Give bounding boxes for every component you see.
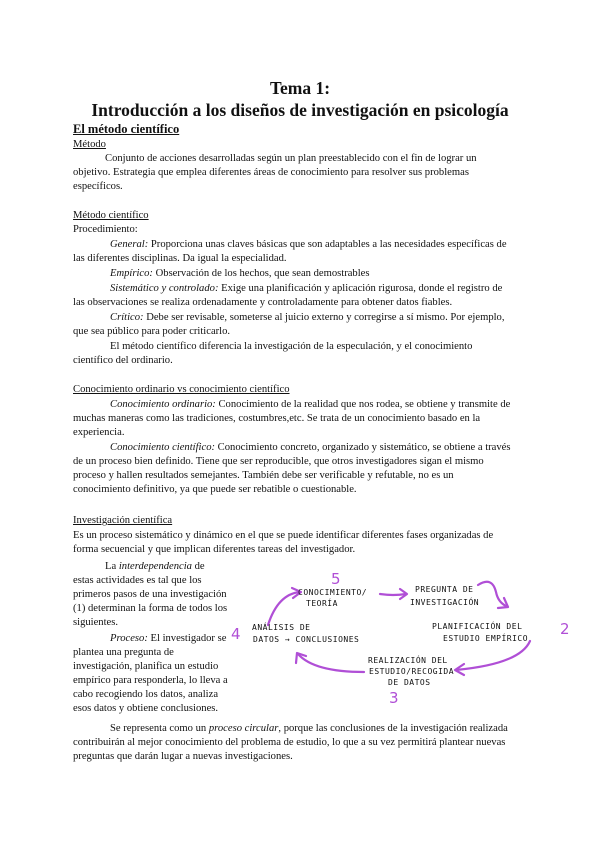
cientifico-line: proceso y hallen resultados semejantes. También debe ser verificable y refutable, no es un	[73, 470, 454, 481]
proceso-text: El investigador se	[147, 633, 227, 644]
proceso-circular-term: proceso circular	[208, 723, 279, 734]
definition-line: objetivo. Estrategia que emplea diferentes áreas de conocimiento para resolver sus problemas	[73, 167, 469, 178]
step-label-estudio-empirico: ESTUDIO EMPÍRICO	[443, 634, 529, 643]
general-text: Proporciona unas claves básicas que son adaptables a las necesidades específicas de	[148, 239, 507, 250]
proceso-line: investigación, planifica un estudio	[73, 661, 219, 672]
step-label-recogida: ESTUDIO/RECOGIDA	[369, 667, 455, 676]
general-line: las diferentes disciplinas. Da igual la especialidad.	[73, 253, 287, 264]
interdependencia-line: siguientes.	[73, 617, 119, 628]
section-heading-metodo-cientifico: El método científico	[73, 122, 180, 136]
interdependencia-term: interdependencia	[118, 561, 192, 572]
circ-pre: Se representa como un	[110, 723, 209, 734]
ordinario-line: experiencia.	[73, 427, 125, 438]
interdependencia-line	[105, 560, 205, 574]
proceso-line: esos datos y obtiene conclusiones.	[73, 703, 219, 714]
subheading-investigacion: Investigación científica	[73, 515, 173, 526]
subheading-metodo: Método	[73, 139, 106, 150]
page-title-line2: Introducción a los diseños de investigación en psicología	[91, 100, 509, 120]
intro-line: forma secuencial y que implican diferentes tareas del investigador.	[73, 544, 356, 555]
empirico-text: Observación de los hechos, que sean demostrables	[152, 268, 370, 279]
diferencia-line: científico del ordinario.	[73, 355, 173, 366]
circular-line	[110, 722, 508, 736]
general-term: General:	[110, 239, 149, 250]
sistematico-term: Sistemático y controlado:	[110, 283, 219, 294]
interdependencia-line: primeros pasos de una investigación	[73, 589, 227, 600]
sistematico-line	[110, 282, 502, 296]
step-label-analisis: ANÁLISIS DE	[252, 623, 311, 632]
step-label-investigacion: INVESTIGACIÓN	[410, 598, 480, 607]
ordinario-line	[110, 398, 510, 412]
proceso-line: plantea una pregunta de	[73, 647, 174, 658]
step-number-5: 5	[331, 570, 341, 588]
step-label-realizacion: REALIZACIÓN DEL	[368, 656, 448, 665]
inter-post: de	[191, 561, 205, 572]
step-label-teoria: TEORÍA	[306, 599, 338, 608]
page-title-line1: Tema 1:	[269, 78, 331, 98]
cientifico-line: conocimiento definitivo, ya que puede ser rebatible o cuestionable.	[73, 484, 357, 495]
arrow-5-to-1	[380, 594, 406, 595]
circ-post: , porque las conclusiones de la investigación realizada	[278, 723, 508, 734]
critico-text: Debe ser revisable, someterse al juicio externo y corregirse a sí mismo. Por ejemplo,	[143, 312, 505, 323]
diferencia-line: El método científico diferencia la investigación de la especulación, y el conocimiento	[110, 341, 473, 352]
general-line	[110, 238, 507, 252]
ordinario-text: Conocimiento de la realidad que nos rodea, se obtiene y transmite de	[215, 399, 511, 410]
definition-line: específicos.	[73, 181, 123, 192]
step-label-planificacion: PLANIFICACIÓN DEL	[432, 622, 523, 631]
cientifico-line: de un proceso bien definido. Tiene que ser reproducible, que otros investigadores sigan el mismo	[73, 456, 484, 467]
circular-line: contribuirán al mejor conocimiento del problema de estudio, lo que a su vez permitirá plantear nuevas	[73, 737, 506, 748]
critico-term: Crítico:	[110, 312, 144, 323]
step-label-conocimiento: CONOCIMIENTO/	[298, 588, 368, 597]
step-number-4: 4	[231, 625, 241, 643]
proceso-line	[110, 632, 226, 646]
empirico-line	[110, 267, 370, 281]
ordinario-term: Conocimiento ordinario:	[110, 399, 216, 410]
procedimiento-label: Procedimiento:	[73, 224, 138, 235]
step-number-2: 2	[560, 620, 570, 638]
proceso-line: cabo recogiendo los datos, analiza	[73, 689, 219, 700]
sistematico-line: las observaciones se realiza ordenadamente y controladamente para obtener datos fiables.	[73, 297, 453, 308]
step-label-conclusiones: DATOS → CONCLUSIONES	[253, 635, 360, 644]
proceso-line: empírico para responderla, lo lleva a	[73, 675, 228, 686]
cientifico-line	[110, 441, 511, 455]
arrow-2-to-3	[456, 641, 530, 670]
arrow-3-to-4	[298, 654, 364, 672]
sistematico-text: Exige una planificación y aplicación rigurosa, donde el registro de	[218, 283, 503, 294]
subheading-conocimiento: Conocimiento ordinario vs conocimiento científico	[73, 384, 290, 395]
arrow-1-to-2	[478, 582, 506, 606]
critico-line: que sea público para poder criticarlo.	[73, 326, 231, 337]
step-label-datos: DE DATOS	[388, 678, 431, 687]
step-label-pregunta: PREGUNTA DE	[415, 585, 474, 594]
cientifico-term: Conocimiento científico:	[110, 442, 216, 453]
ordinario-line: muchas maneras como las tradiciones, costumbres,etc. Se trata de un conocimiento basado en la	[73, 413, 481, 424]
intro-line: Es un proceso sistemático y dinámico en el que se puede identificar diferentes fases organizadas de	[73, 530, 494, 541]
circular-line: preguntas que darán lugar a nuevas investigaciones.	[73, 751, 293, 762]
subheading-metodo-cientifico: Método científico	[73, 210, 149, 221]
step-number-3: 3	[389, 689, 399, 707]
interdependencia-line: (1) determinan la forma de todos los	[73, 603, 228, 614]
empirico-term: Empírico:	[110, 268, 153, 279]
cientifico-text: Conocimiento concreto, organizado y sistemático, se obtiene a través	[215, 442, 511, 453]
interdependencia-line: estas actividades es tal que los	[73, 575, 202, 586]
inter-pre: La	[105, 561, 119, 572]
proceso-term: Proceso:	[110, 633, 148, 644]
definition-line: Conjunto de acciones desarrolladas según un plan preestablecido con el fin de lograr un	[105, 153, 477, 164]
critico-line	[110, 311, 505, 325]
